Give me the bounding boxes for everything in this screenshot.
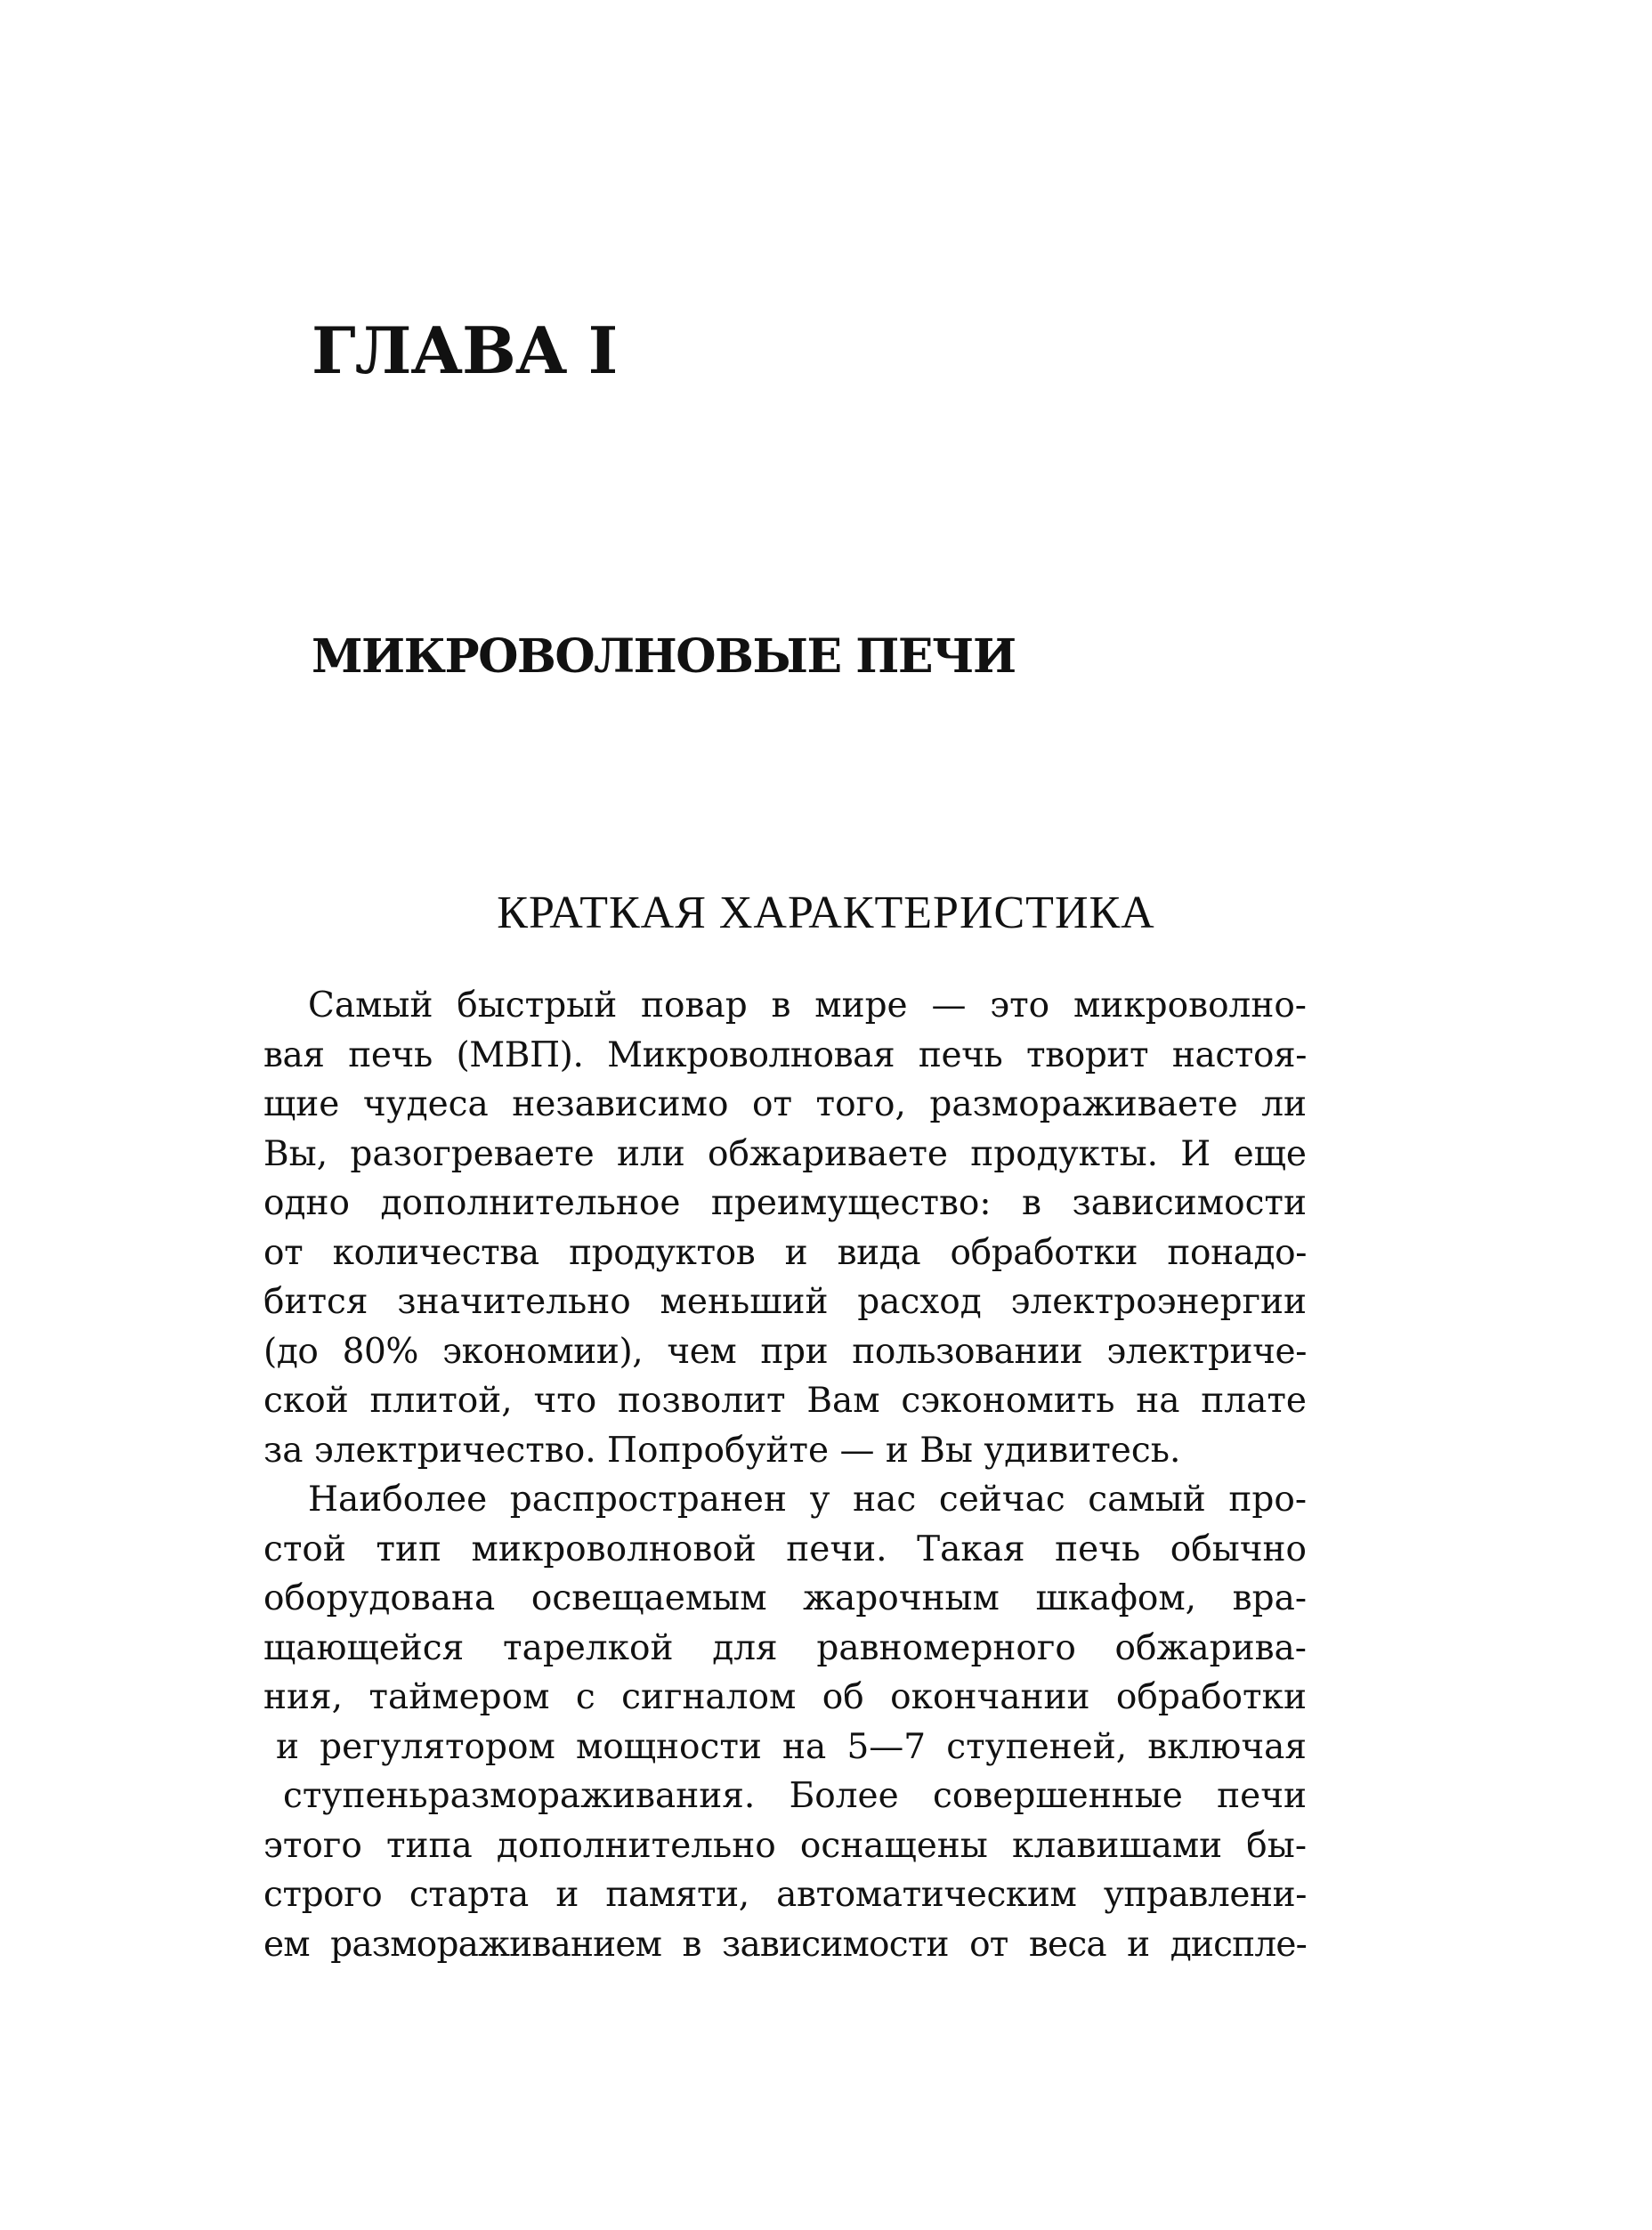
text-line: ской плитой, что позволит Вам сэкономить на плате — [263, 1381, 1307, 1421]
section-heading: КРАТКАЯ ХАРАКТЕРИСТИКА — [497, 888, 1155, 938]
text-line: оборудована освещаемым жарочным шкафом, вра- — [263, 1578, 1307, 1618]
text-line: Самый быстрый повар в мире — это микроволно- — [308, 985, 1307, 1026]
chapter-title: МИКРОВОЛНОВЫЕ ПЕЧИ — [312, 629, 1016, 684]
text-line: ступеньразмораживания. Более совершенные печи — [283, 1776, 1307, 1816]
text-line: от количества продуктов и вида обработки понадо- — [263, 1232, 1307, 1273]
text-line: щие чудеса независимо от того, размораживаете ли — [263, 1084, 1307, 1124]
text-line: ем размораживанием в зависимости от веса и диспле- — [263, 1924, 1307, 1965]
text-line: ния, таймером с сигналом об окончании обработки — [263, 1677, 1307, 1717]
text-line: Вы, разогреваете или обжариваете продукты. И еще — [263, 1133, 1307, 1174]
text-line: бится значительно меньший расход электроэнергии — [263, 1282, 1307, 1322]
text-line: одно дополнительное преимущество: в зависимости — [263, 1183, 1307, 1223]
text-line: и регулятором мощности на 5—7 ступеней, включая — [276, 1726, 1307, 1767]
text-line: вая печь (МВП). Микроволновая печь творит настоя- — [263, 1034, 1307, 1075]
paragraph-1 — [263, 981, 1307, 1475]
text-line: стой тип микроволновой печи. Такая печь обычно — [263, 1529, 1307, 1569]
text-line: этого типа дополнительно оснащены клавишами бы- — [263, 1825, 1307, 1866]
text-line: щающейся тарелкой для равномерного обжарива- — [263, 1627, 1307, 1668]
body-text — [263, 981, 1307, 1969]
text-line: (до 80% экономии), чем при пользовании электриче- — [263, 1331, 1307, 1372]
chapter-number-heading: ГЛАВА I — [312, 312, 618, 388]
text-line: строго старта и памяти, автоматическим управлени- — [263, 1875, 1307, 1915]
paragraph-2 — [263, 1475, 1307, 1969]
text-line: за электричество. Попробуйте — и Вы удивитесь. — [263, 1430, 1181, 1471]
text-line: Наиболее распространен у нас сейчас самый про- — [308, 1480, 1307, 1520]
